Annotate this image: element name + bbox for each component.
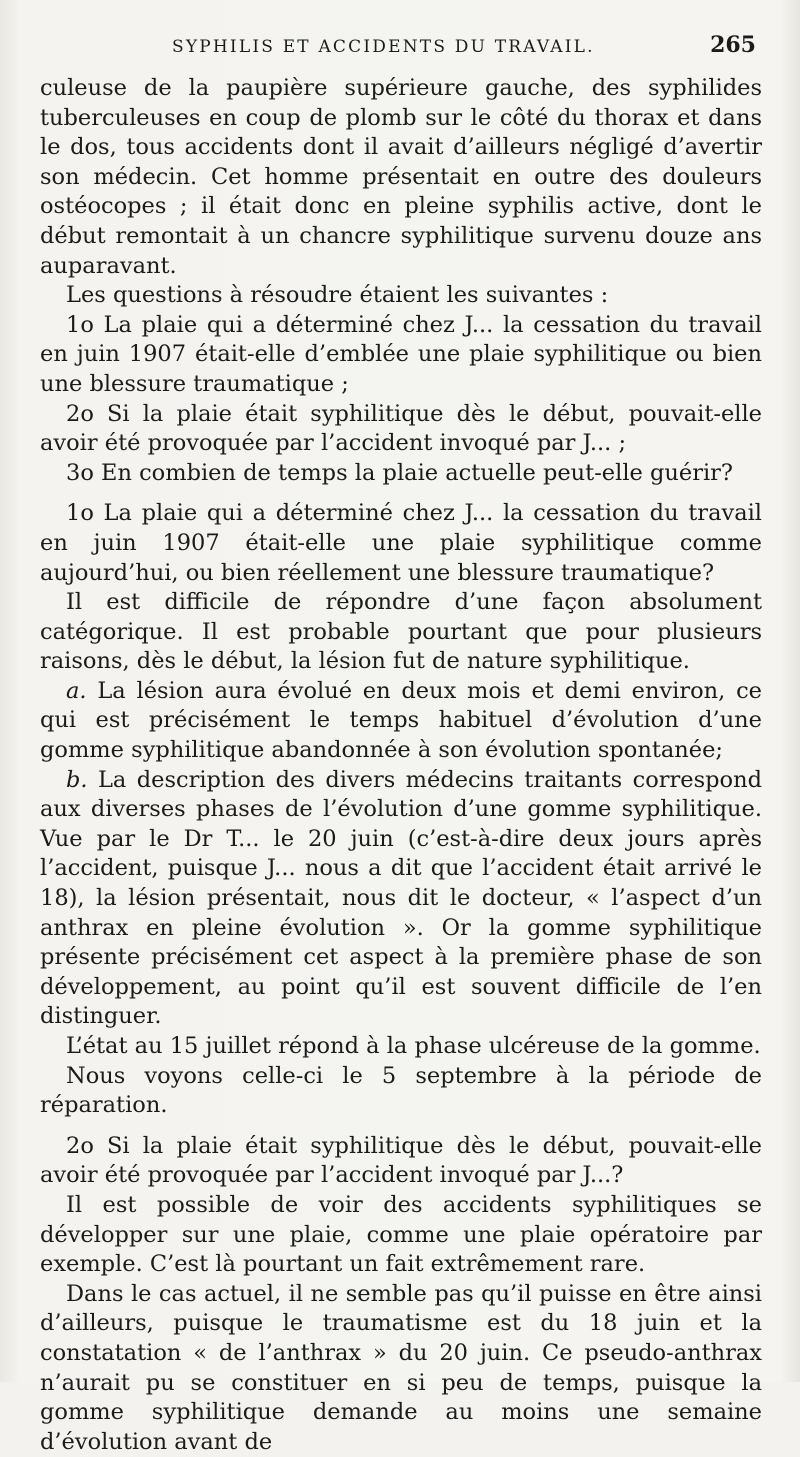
answer-1-paragraph: Nous voyons celle-ci le 5 septembre à la période de réparation. [40,1062,762,1119]
body-text [40,74,762,1457]
answer-1-heading: 1o La plaie qui a déterminé chez J... la cessation du travail en juin 1907 était-elle une plaie syphilitique comme aujourd’hui, ou bien réellement une blessure traumatique? [40,500,762,586]
point-text: La description des divers médecins traitants correspond aux diverses phases de l’évolution d’une gomme syphilitique. Vue par le Dr T... le 20 juin (c’est-à-dire deux jours après l’accident, puisque J... nous a dit que l’accident était arrivé le 18), la lésion présentait, nous dit le docteur, « l’aspect d’un anthrax en pleine évolution ». Or la gomme syphilitique présente précisément cet aspect à la première phase de son développement, au point qu’il est souvent difficile de l’en distinguer. [40,766,762,1030]
paragraph-questions-intro: Les questions à résoudre étaient les suivantes : [66,282,609,309]
question-3: 3o En combien de temps la plaie actuelle peut-elle guérir? [66,459,733,486]
answer-1-point-b [40,766,762,1032]
question-2: 2o Si la plaie était syphilitique dès le début, pouvait-elle avoir été provoquée par l’accident invoqué par J... ; [40,400,762,457]
answer-1-point-a [40,677,762,766]
running-title: SYPHILIS ET ACCIDENTS DU TRAVAIL. [172,37,595,57]
point-letter: a. [66,677,87,704]
page-header [40,32,762,72]
answer-2-heading: 2o Si la plaie était syphilitique dès le début, pouvait-elle avoir été provoquée par l’accident invoqué par J...? [40,1132,762,1189]
page-number: 265 [710,32,756,58]
point-text: La lésion aura évolué en deux mois et demi environ, ce qui est précisément le temps habituel d’évolution d’une gomme syphilitique abandonnée à son évolution spontanée; [40,677,762,764]
answer-2-paragraph: Il est possible de voir des accidents syphilitiques se développer sur une plaie, comme une plaie opératoire par exemple. C’est là pourtant un fait extrêmement rare. [40,1191,762,1278]
paragraph-continuation: culeuse de la paupière supérieure gauche, des syphilides tuberculeuses en coup de plomb sur le côté du thorax et dans le dos, tous accidents dont il avait d’ailleurs négligé d’avertir son médecin. Cet homme présentait en outre des douleurs ostéocopes ; il était donc en pleine syphilis active, dont le début remontait à un chancre syphilitique survenu douze ans auparavant. [40,75,762,279]
point-letter: b. [66,766,88,793]
question-1: 1o La plaie qui a déterminé chez J... la cessation du travail en juin 1907 était-elle d’emblée une plaie syphilitique ou bien une blessure traumatique ; [40,311,762,397]
answer-1-paragraph: L’état au 15 juillet répond à la phase ulcéreuse de la gomme. [66,1033,761,1059]
answer-1-paragraph: Il est difficile de répondre d’une façon absolument catégorique. Il est probable pourtant que pour plusieurs raisons, dès le début, la lésion fut de nature syphilitique. [40,589,762,675]
answer-2-paragraph: Dans le cas actuel, il ne semble pas qu’il puisse en être ainsi d’ailleurs, puisque le traumatisme est du 18 juin et la constatation « de l’anthrax » du 20 juin. Ce pseudo-anthrax n’aurait pu se constituer en si peu de temps, puisque la gomme syphilitique demande au moins une semaine d’évolution avant de [40,1280,762,1455]
